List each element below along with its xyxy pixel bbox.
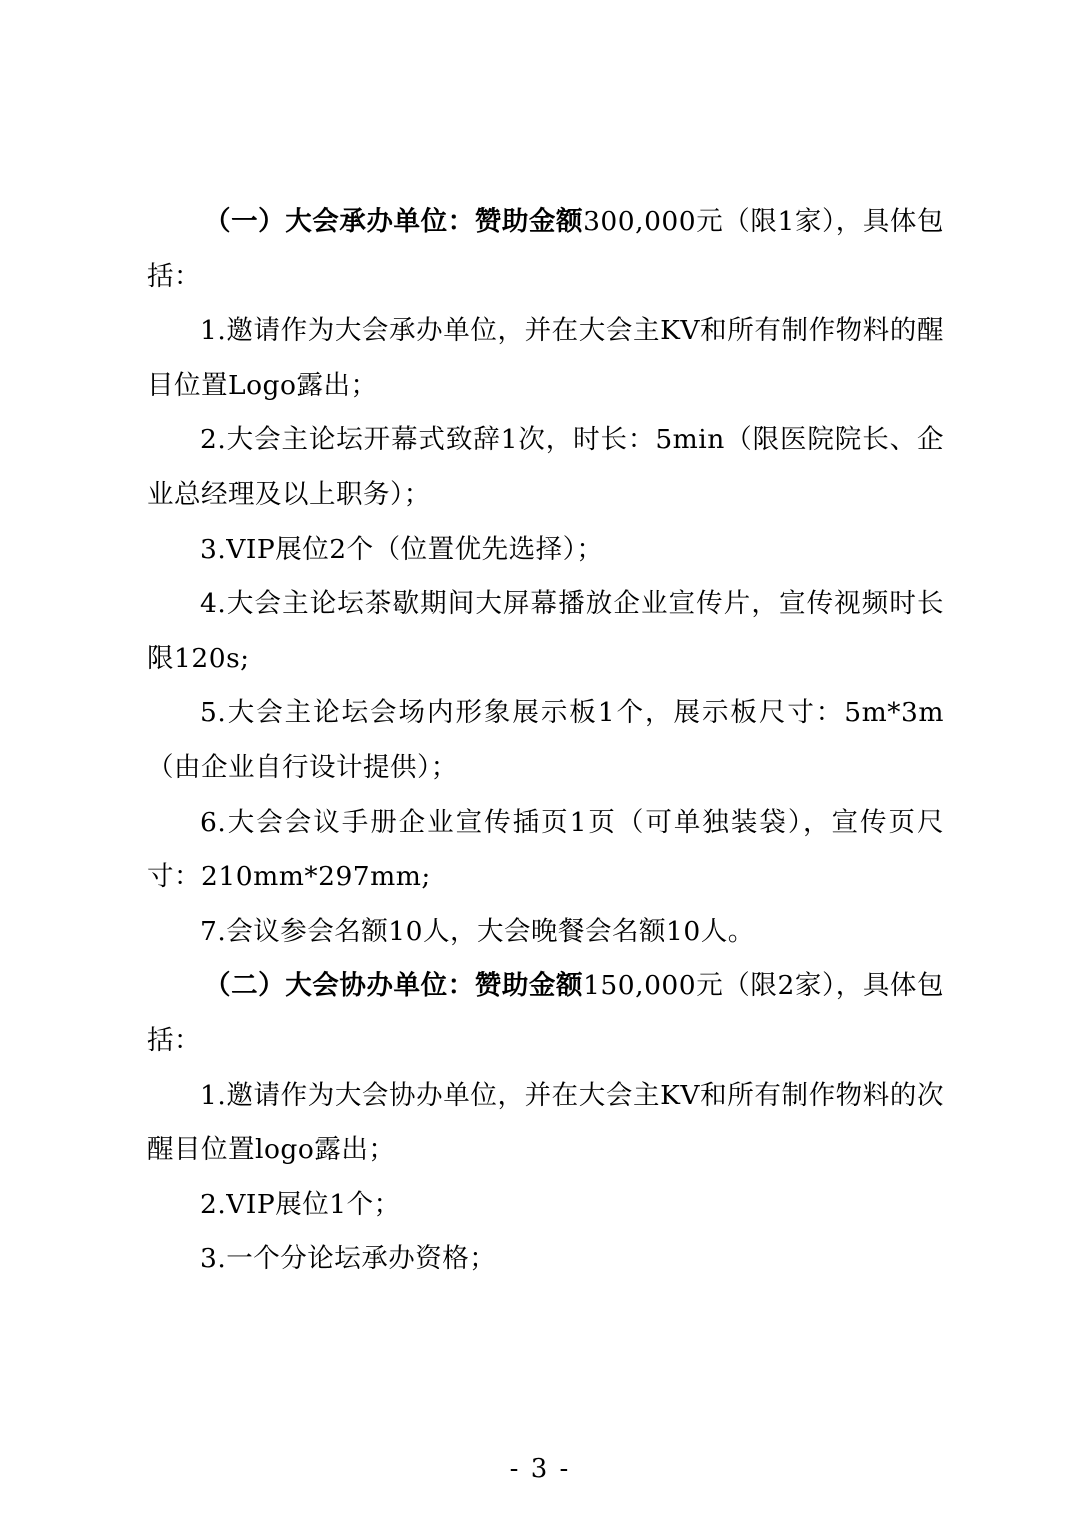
- section-2-item-3: 3.一个分论坛承办资格；: [200, 1243, 497, 1275]
- section-1-item-2: 2.大会主论坛开幕式致辞1次，时长：5min（限医院院长、企业总经理及以上职务）；: [147, 424, 944, 510]
- section-2-item-1: 1.邀请作为大会协办单位，并在大会主KV和所有制作物料的次醒目位置logo露出；: [147, 1079, 944, 1166]
- section-1-item-1: 1.邀请作为大会承办单位，并在大会主KV和所有制作物料的醒目位置Logo露出；: [147, 315, 944, 401]
- section-1-item-5: 5.大会主论坛会场内形象展示板1个，展示板尺寸：5m*3m（由企业自行设计提供）；: [147, 697, 944, 783]
- section-1-item-4: 4.大会主论坛茶歇期间大屏幕播放企业宣传片，宣传视频时长限120s;: [147, 588, 944, 674]
- section-1-item-6: 6.大会会议手册企业宣传插页1页（可单独装袋），宣传页尺寸：210mm*297mm;: [147, 806, 944, 893]
- section-1-heading-bold: （一）大会承办单位：赞助金额: [204, 206, 584, 237]
- page-number: - 3 -: [509, 1454, 571, 1484]
- section-1-heading: [147, 195, 944, 304]
- section-2-heading: [147, 959, 944, 1068]
- section-2-heading-text: 150,000元（限2家），具体包括：: [147, 970, 945, 1056]
- section-1-item-7: 7.会议参会名额10人，大会晚餐会名额10人。: [200, 915, 755, 947]
- section-1-heading-text: 300,000元（限1家），具体包括：: [147, 206, 945, 292]
- section-2-item-2: 2.VIP展位1个；: [200, 1188, 401, 1220]
- document-body: [147, 195, 944, 1287]
- section-2-heading-bold: （二）大会协办单位：赞助金额: [204, 970, 584, 1002]
- section-1-item-3: 3.VIP展位2个（位置优先选择）；: [200, 533, 604, 565]
